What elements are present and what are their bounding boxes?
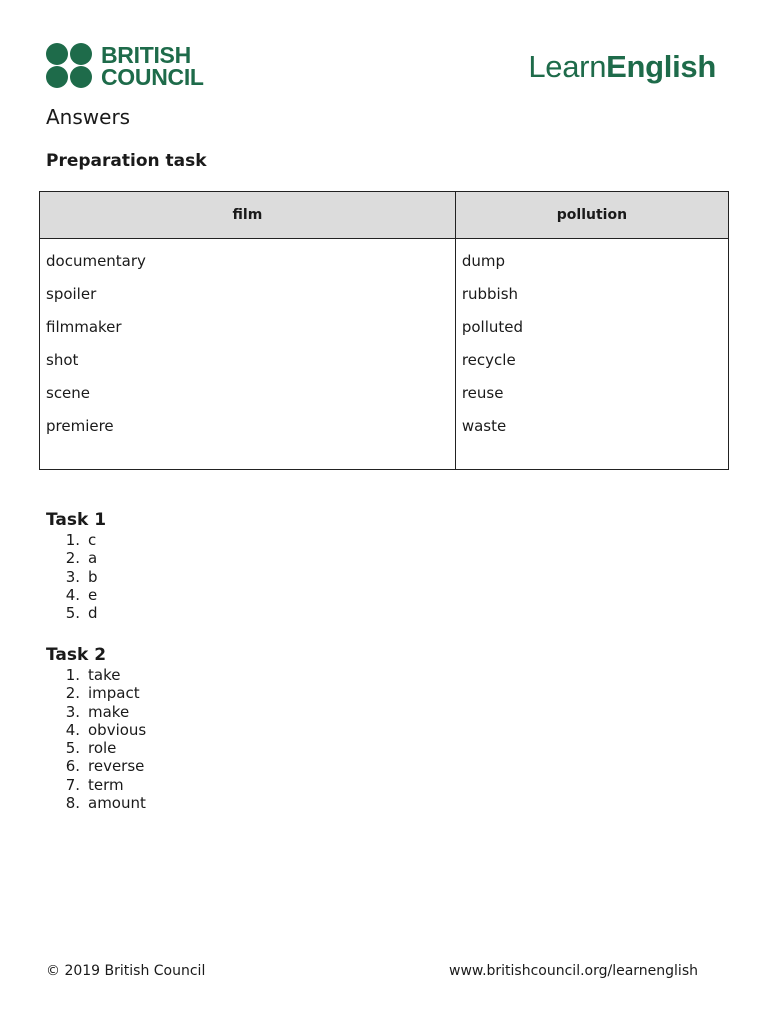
film-word: premiere [46,417,114,435]
british-council-logo [46,43,204,89]
pollution-words-cell [455,239,728,470]
footer-url[interactable]: www.britishcouncil.org/learnenglish [449,963,698,979]
learnenglish-logo [528,49,716,85]
task1-heading: Task 1 [46,510,107,530]
british-council-line2: COUNCIL [101,64,204,90]
pollution-word: recycle [461,351,516,369]
column-header-pollution: pollution [455,192,728,239]
list-item: 3. b [65,567,98,586]
list-item: 5. role [65,739,117,758]
task2-heading: Task 2 [46,645,107,665]
list-item: 5. d [65,604,98,623]
pollution-word: rubbish [461,285,519,303]
learnenglish-bold: English [606,49,716,84]
list-item: 6. reverse [65,757,145,776]
film-word: shot [46,351,79,369]
answers-heading: Answers [46,105,131,129]
list-item: 4. e [65,585,98,604]
list-item: 3. make [65,702,130,721]
film-word: documentary [46,252,146,270]
learnenglish-light: Learn [528,49,607,84]
film-words-cell [40,239,456,470]
british-council-wordmark [101,44,204,88]
pollution-word: reuse [461,384,504,402]
list-item: 1. take [65,666,121,684]
preparation-task-heading: Preparation task [46,151,207,171]
film-word: scene [46,384,91,402]
british-council-line1: BRITISH [101,42,191,68]
list-item: 1. c [65,531,97,549]
task1-answer-list [46,531,98,622]
list-item: 2. a [65,549,98,568]
list-item: 8. amount [65,794,146,813]
task2-answer-list [46,666,146,812]
list-item: 4. obvious [65,720,147,739]
pollution-word: polluted [461,318,524,336]
pollution-word: waste [461,417,507,435]
column-header-film: film [40,192,456,239]
footer-copyright: © 2019 British Council [46,963,206,979]
film-word: filmmaker [46,318,122,336]
list-item: 7. term [65,775,124,794]
pollution-word: dump [461,252,506,270]
film-word: spoiler [46,285,97,303]
british-council-dots-icon [46,43,94,89]
preparation-table [39,191,729,470]
list-item: 2. impact [65,684,140,703]
